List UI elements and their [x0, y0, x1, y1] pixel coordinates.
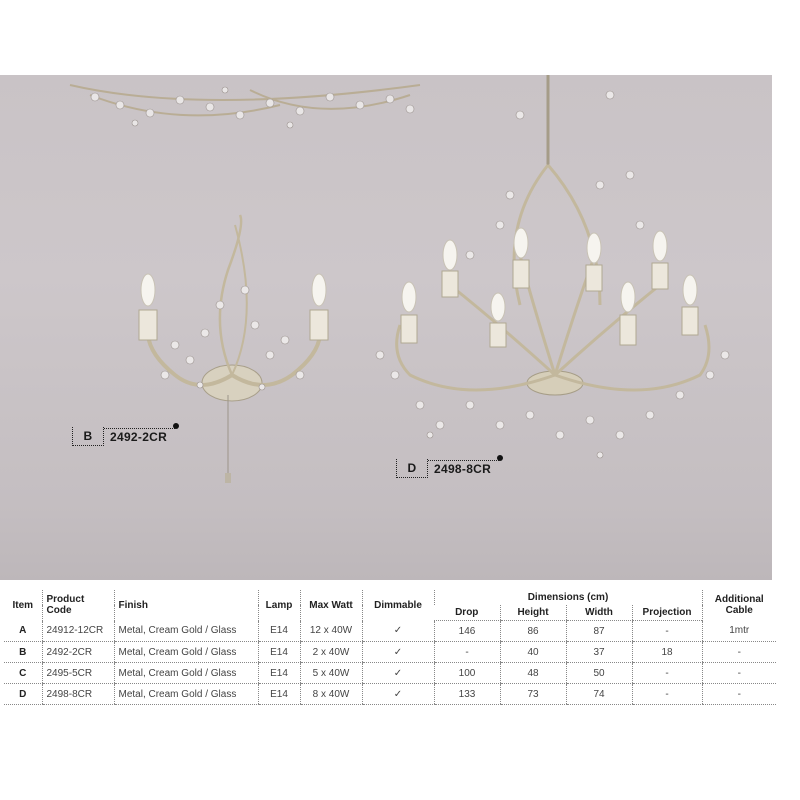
- cell-drop: 146: [434, 621, 500, 642]
- header-max-watt: Max Watt: [300, 590, 362, 621]
- cell-lamp: E14: [258, 621, 300, 642]
- cell-finish: Metal, Cream Gold / Glass: [114, 621, 258, 642]
- header-additional-cable: Additional Cable: [702, 590, 776, 621]
- product-photo: [0, 75, 772, 580]
- cell-lamp: E14: [258, 663, 300, 684]
- cell-watt: 12 x 40W: [300, 621, 362, 642]
- cell-width: 74: [566, 684, 632, 705]
- header-dimensions: Dimensions (cm): [434, 590, 702, 605]
- header-drop: Drop: [434, 605, 500, 621]
- label-d-code: 2498-8CR: [428, 460, 499, 477]
- cell-dimmable: ✓: [362, 642, 434, 663]
- cell-lamp: E14: [258, 642, 300, 663]
- cell-drop: 133: [434, 684, 500, 705]
- table-row: [4, 684, 776, 705]
- cell-finish: Metal, Cream Gold / Glass: [114, 684, 258, 705]
- cell-watt: 8 x 40W: [300, 684, 362, 705]
- header-item: Item: [12, 599, 34, 611]
- cell-lamp: E14: [258, 684, 300, 705]
- cell-dimmable: ✓: [362, 663, 434, 684]
- header-height: Height: [500, 605, 566, 621]
- cell-width: 50: [566, 663, 632, 684]
- header-dimmable: Dimmable: [362, 590, 434, 621]
- cell-item: D: [4, 684, 42, 705]
- chandelier-a-fragment: [70, 85, 420, 128]
- cell-height: 73: [500, 684, 566, 705]
- cell-code: 24912-12CR: [42, 621, 114, 642]
- cell-cable: 1mtr: [702, 621, 776, 642]
- cell-width: 87: [566, 621, 632, 642]
- cell-finish: Metal, Cream Gold / Glass: [114, 663, 258, 684]
- cell-height: 48: [500, 663, 566, 684]
- cell-item: A: [4, 621, 42, 642]
- cell-watt: 5 x 40W: [300, 663, 362, 684]
- cell-projection: -: [632, 621, 702, 642]
- label-d-letter: D: [396, 459, 428, 478]
- cell-dimmable: ✓: [362, 621, 434, 642]
- header-projection: Projection: [632, 605, 702, 621]
- header-product-code: Product Code: [42, 590, 114, 621]
- cell-watt: 2 x 40W: [300, 642, 362, 663]
- header-finish: Finish: [114, 590, 258, 621]
- label-b-code: 2492-2CR: [104, 428, 175, 445]
- cell-code: 2492-2CR: [42, 642, 114, 663]
- cell-cable: -: [702, 684, 776, 705]
- cell-height: 40: [500, 642, 566, 663]
- cell-cable: -: [702, 663, 776, 684]
- cell-drop: -: [434, 642, 500, 663]
- cell-item: C: [4, 663, 42, 684]
- header-lamp: Lamp: [258, 590, 300, 621]
- cell-drop: 100: [434, 663, 500, 684]
- spec-table: [4, 590, 776, 705]
- cell-projection: 18: [632, 642, 702, 663]
- chandelier-illustration: [0, 75, 772, 580]
- cell-code: 2495-5CR: [42, 663, 114, 684]
- cell-dimmable: ✓: [362, 684, 434, 705]
- cell-width: 37: [566, 642, 632, 663]
- cell-projection: -: [632, 684, 702, 705]
- header-width: Width: [566, 605, 632, 621]
- cell-code: 2498-8CR: [42, 684, 114, 705]
- chandelier-d: [376, 75, 729, 458]
- label-b-letter: B: [72, 427, 104, 446]
- label-d: [396, 459, 499, 477]
- cell-cable: -: [702, 642, 776, 663]
- table-row: [4, 663, 776, 684]
- cell-projection: -: [632, 663, 702, 684]
- cell-finish: Metal, Cream Gold / Glass: [114, 642, 258, 663]
- label-b: [72, 427, 175, 445]
- table-row: [4, 642, 776, 663]
- table-row: [4, 621, 776, 642]
- cell-height: 86: [500, 621, 566, 642]
- cell-item: B: [4, 642, 42, 663]
